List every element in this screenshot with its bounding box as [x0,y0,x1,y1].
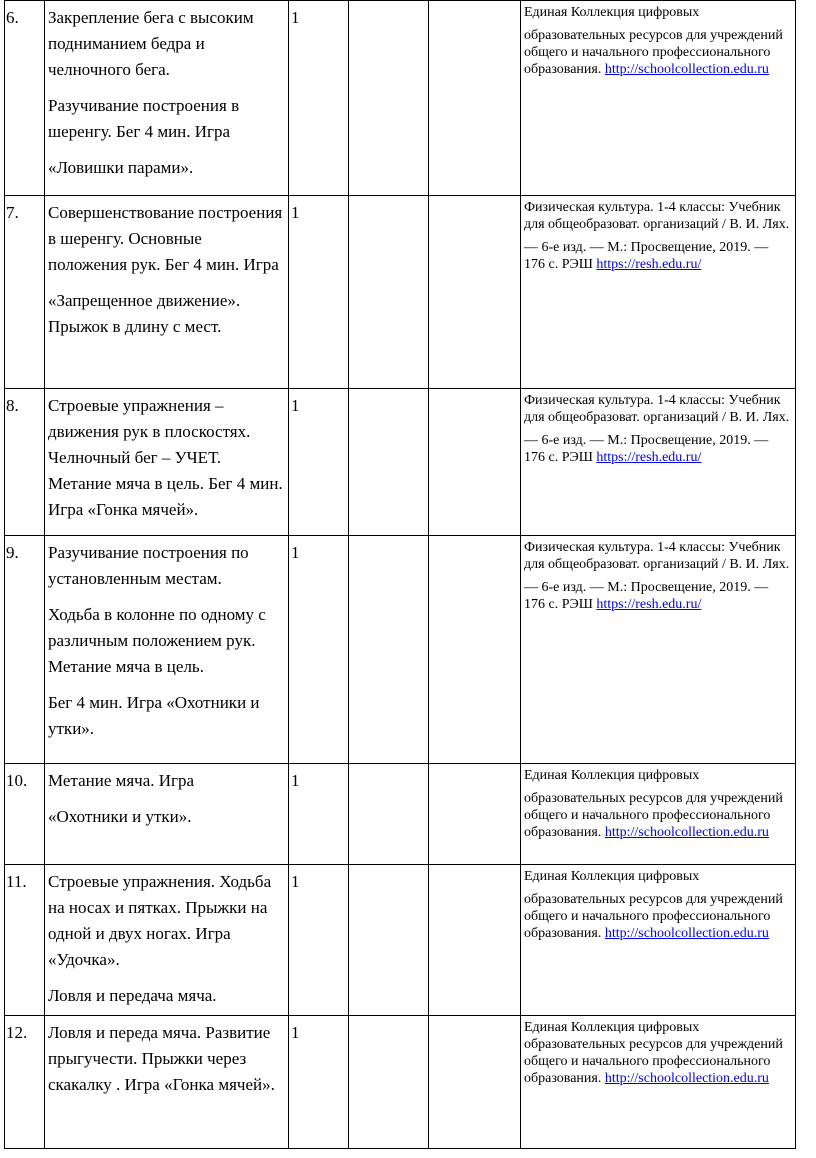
resource-text [524,239,791,273]
resource-text [524,767,791,784]
lesson-topic-paragraph: «Запрещенное движение». Прыжок в длину с мест. [48,291,241,336]
lesson-topic-paragraph: Ловля и передача мяча. [48,986,217,1005]
resource-text-content: образовательных ресурсов для учреждений общего и начального профессионального образования. [524,28,783,77]
digital-resource [521,1,796,196]
lesson-hours: 1 [289,536,349,764]
lesson-topic [45,1016,289,1149]
resource-link[interactable]: https://resh.edu.ru/ [596,450,702,465]
digital-resource [521,389,796,536]
lesson-topic [45,536,289,764]
lesson-topic [45,865,289,1016]
lesson-number: 9. [5,536,45,764]
lesson-row [5,1,796,196]
lesson-number: 11. [5,865,45,1016]
digital-resource [521,196,796,389]
lesson-topic-paragraph: Бег 4 мин. Игра «Охотники и утки». [48,693,260,738]
resource-text-content: образовательных ресурсов для учреждений общего и начального профессионального образования. [524,791,783,840]
empty-cell-2 [429,764,521,865]
resource-text-content: Единая Коллекция цифровых [524,768,700,783]
lesson-number: 8. [5,389,45,536]
resource-text [524,4,791,21]
resource-link[interactable]: http://schoolcollection.edu.ru [604,926,769,941]
lesson-topic-paragraph: Метание мяча. Игра [48,771,195,790]
empty-cell-1 [349,1,429,196]
empty-cell-2 [429,1016,521,1149]
lesson-topic-paragraph: «Ловишки парами». [48,158,194,177]
empty-cell-2 [429,536,521,764]
lesson-topic [45,389,289,536]
resource-text-content: Единая Коллекция цифровых [524,5,700,20]
digital-resource [521,536,796,764]
lesson-number: 12. [5,1016,45,1149]
resource-text-content: — 6-е изд. — М.: Просвещение, 2019. — 176 с. РЭШ [524,240,769,272]
resource-text [524,27,791,78]
lesson-topic-paragraph: Разучивание построения по установленным местам. [48,543,249,588]
lesson-topic-paragraph: Закрепление бега с высоким подниманием бедра и челночного бега. [48,8,254,79]
resource-text [524,1019,791,1087]
lesson-hours: 1 [289,196,349,389]
resource-text [524,539,791,573]
resource-link[interactable]: http://schoolcollection.edu.ru [604,62,769,77]
empty-cell-2 [429,389,521,536]
empty-cell-2 [429,1,521,196]
lesson-rows [5,1,796,1149]
resource-text-content: Единая Коллекция цифровых [524,869,700,884]
resource-text [524,392,791,426]
lesson-topic [45,1,289,196]
empty-cell-1 [349,536,429,764]
lesson-row [5,536,796,764]
lesson-number: 7. [5,196,45,389]
lesson-row [5,865,796,1016]
lesson-topic-paragraph: Совершенствование построения в шеренгу. Основные положения рук. Бег 4 мин. Игра [48,203,283,274]
resource-link[interactable]: http://schoolcollection.edu.ru [604,825,769,840]
lesson-topic-paragraph: «Охотники и утки». [48,807,192,826]
resource-link[interactable]: https://resh.edu.ru/ [596,257,702,272]
resource-text-content: — 6-е изд. — М.: Просвещение, 2019. — 176 с. РЭШ [524,580,769,612]
empty-cell-1 [349,865,429,1016]
lesson-topic-paragraph: Строевые упражнения. Ходьба на носах и пятках. Прыжки на одной и двух ногах. Игра «Удочка». [48,872,272,969]
lesson-row [5,389,796,536]
empty-cell-1 [349,1016,429,1149]
lesson-row [5,764,796,865]
lesson-topic [45,764,289,865]
lesson-row [5,196,796,389]
lesson-hours: 1 [289,764,349,865]
lesson-hours: 1 [289,865,349,1016]
resource-text [524,868,791,885]
resource-text [524,199,791,233]
digital-resource [521,865,796,1016]
lesson-number: 10. [5,764,45,865]
lesson-topic [45,196,289,389]
resource-text-content: образовательных ресурсов для учреждений общего и начального профессионального образования. [524,892,783,941]
digital-resource [521,764,796,865]
resource-text [524,891,791,942]
lesson-plan-table [4,0,796,1149]
resource-text-content: — 6-е изд. — М.: Просвещение, 2019. — 176 с. РЭШ [524,433,769,465]
resource-text [524,790,791,841]
empty-cell-1 [349,389,429,536]
resource-link[interactable]: http://schoolcollection.edu.ru [604,1071,769,1086]
lesson-topic-paragraph: Строевые упражнения – движения рук в плоскостях. Челночный бег – УЧЕТ. Метание мяча в цель. Бег 4 мин. Игра «Гонка мячей». [48,396,283,519]
lesson-topic-paragraph: Разучивание построения в шеренгу. Бег 4 мин. Игра [48,96,240,141]
resource-link[interactable]: https://resh.edu.ru/ [596,597,702,612]
lesson-number: 6. [5,1,45,196]
lesson-topic-paragraph: Ловля и переда мяча. Развитие прыгучести. Прыжки через скакалку . Игра «Гонка мячей». [48,1023,275,1094]
resource-text-content: Физическая культура. 1-4 классы: Учебник для общеобразоват. организаций / В. И. Лях. [524,540,790,572]
resource-text-content: Единая Коллекция цифровых образовательных ресурсов для учреждений общего и начального профессионального образования. [524,1020,783,1086]
resource-text-content: Физическая культура. 1-4 классы: Учебник для общеобразоват. организаций / В. И. Лях. [524,200,790,232]
lesson-hours: 1 [289,1,349,196]
empty-cell-2 [429,196,521,389]
lesson-hours: 1 [289,389,349,536]
lesson-topic-paragraph: Ходьба в колонне по одному с различным положением рук. Метание мяча в цель. [48,605,266,676]
digital-resource [521,1016,796,1149]
empty-cell-1 [349,196,429,389]
empty-cell-2 [429,865,521,1016]
lesson-hours: 1 [289,1016,349,1149]
empty-cell-1 [349,764,429,865]
resource-text [524,432,791,466]
lesson-row [5,1016,796,1149]
resource-text [524,579,791,613]
resource-text-content: Физическая культура. 1-4 классы: Учебник для общеобразоват. организаций / В. И. Лях. [524,393,790,425]
